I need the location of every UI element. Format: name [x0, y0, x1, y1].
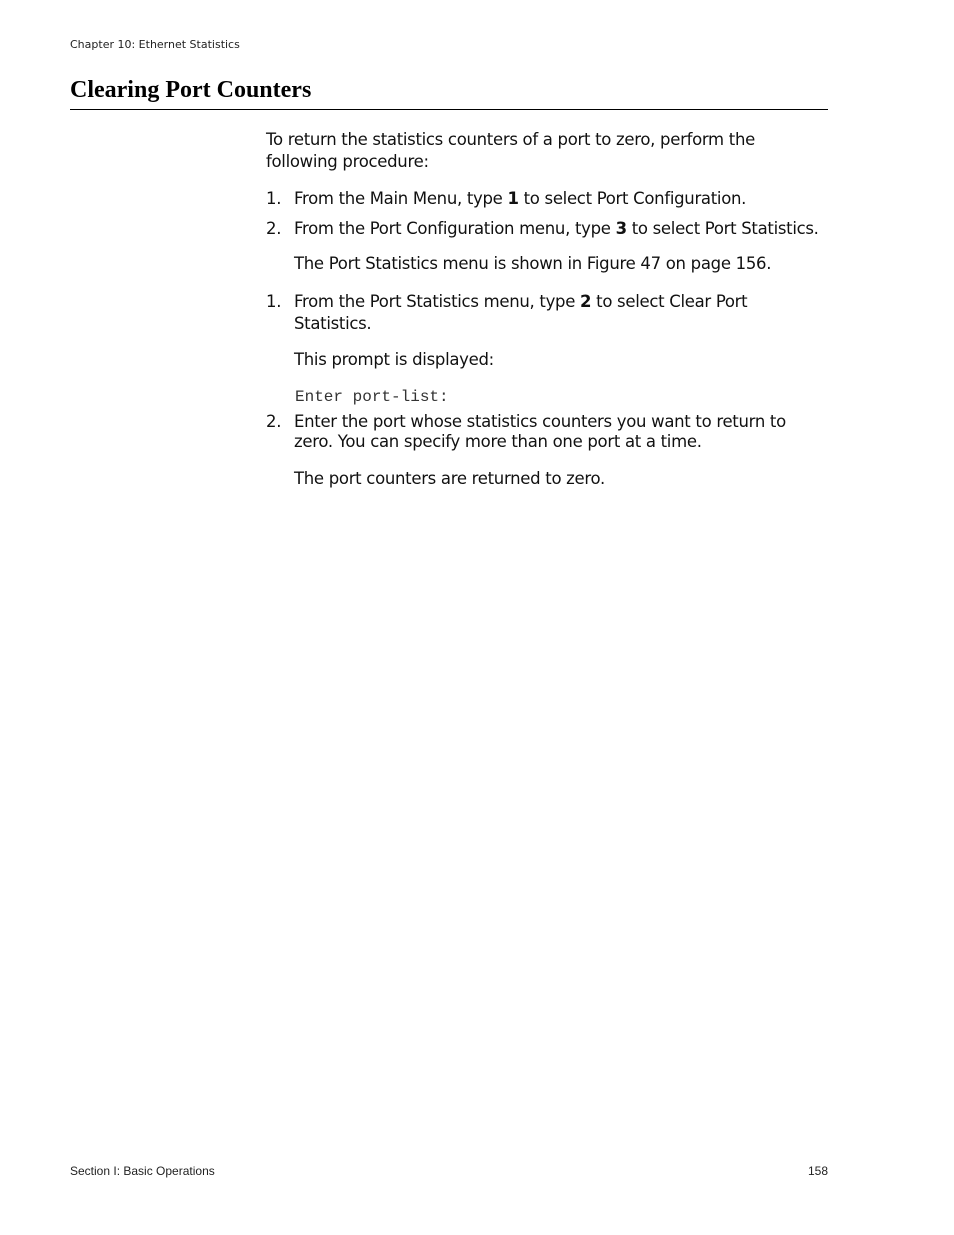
step-b1 [266, 291, 828, 335]
step-b2 [266, 412, 828, 452]
prompt-code: Enter port-list: [295, 388, 449, 406]
intro-paragraph: To return the statistics counters of a port to zero, perform the following procedure: [266, 130, 755, 171]
step-key: 3 [615, 219, 627, 238]
step-text: From the Main Menu, type 1 to select Port Configuration. [294, 189, 747, 208]
footer-section-label: Section I: Basic Operations [70, 1164, 215, 1178]
step-key: 1 [507, 189, 519, 208]
step-number: 1. [266, 292, 282, 311]
figure-reference-note: The Port Statistics menu is shown in Figure 47 on page 156. [294, 254, 772, 273]
title-rule [70, 109, 828, 110]
procedure-content [266, 129, 828, 490]
step-text: Enter the port whose statistics counters you want to return to zero. You can specify more than one port at a time. [294, 412, 786, 451]
result-note: The port counters are returned to zero. [294, 469, 605, 488]
step-text: From the Port Configuration menu, type 3 to select Port Statistics. [294, 219, 819, 238]
running-head: Chapter 10: Ethernet Statistics [70, 38, 240, 51]
step-a1 [266, 188, 828, 210]
footer-page-number: 158 [807, 1164, 828, 1178]
prompt-note: This prompt is displayed: [294, 350, 494, 369]
step-number: 1. [266, 189, 282, 208]
step-number: 2. [266, 219, 282, 238]
step-text: From the Port Statistics menu, type 2 to select Clear Port Statistics. [294, 292, 748, 333]
section-title: Clearing Port Counters [70, 77, 312, 103]
step-a2 [266, 218, 828, 240]
step-number: 2. [266, 412, 282, 431]
step-key: 2 [580, 292, 592, 311]
